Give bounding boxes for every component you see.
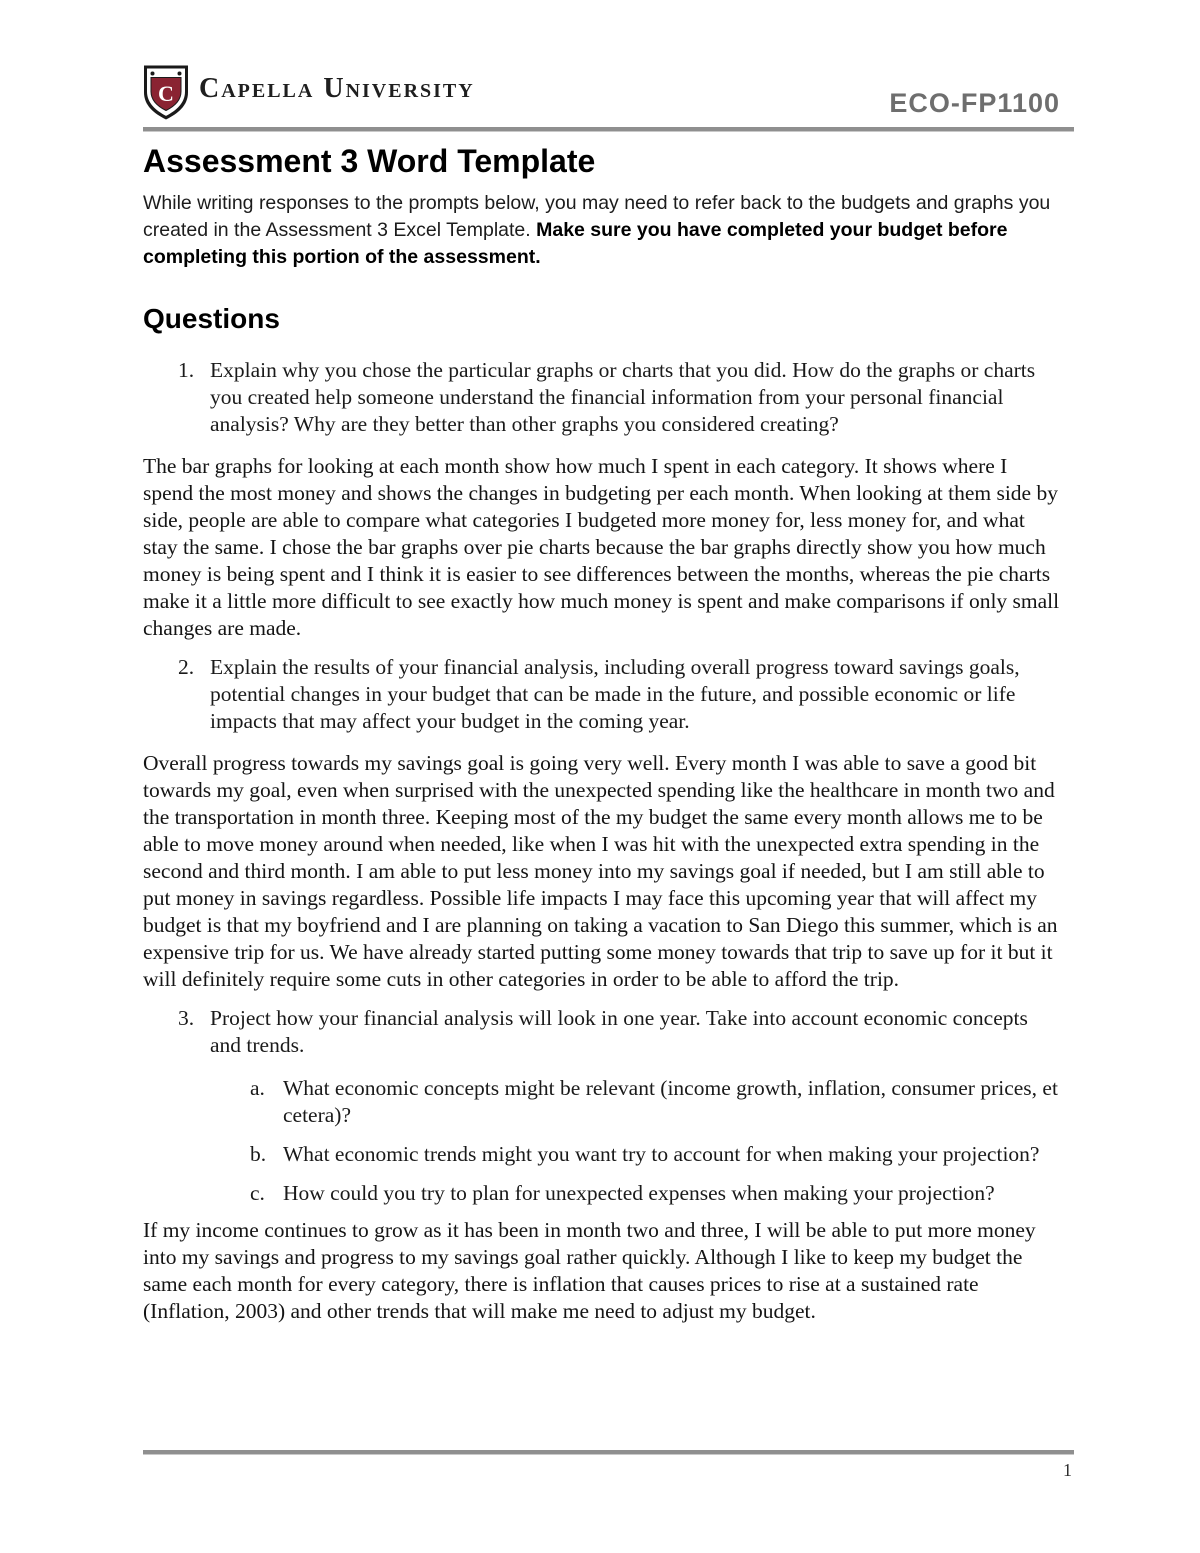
page-header bbox=[143, 64, 1060, 121]
subquestion-letter: c. bbox=[250, 1181, 265, 1205]
question-text: Project how your financial analysis will look in one year. Take into account economic concepts and trends. bbox=[210, 1006, 1028, 1057]
footer-rule bbox=[143, 1450, 1074, 1455]
question-item-2 bbox=[143, 654, 1060, 735]
page-footer bbox=[143, 1450, 1074, 1481]
subquestion-item-a bbox=[143, 1075, 1060, 1129]
question-number: 2. bbox=[178, 655, 195, 679]
shield-letter: C bbox=[158, 81, 174, 106]
question-text: Explain the results of your financial analysis, including overall progress toward savings goals, potential changes in your budget that can be made in the future, and possible economic or life impacts that may affect your budget in the coming year. bbox=[210, 655, 1020, 733]
capella-logo bbox=[143, 64, 475, 121]
answer-paragraph-3: If my income continues to grow as it has been in month two and three, I will be able to put more money into my savings and progress to my savings goal rather quickly. Although I like to keep my budget the same each month for every category, there is inflation that causes prices to rise at a sustained rate (Inflation, 2003) and other trends that will make me need to adjust my budget. bbox=[143, 1218, 1036, 1323]
question-number: 3. bbox=[178, 1006, 195, 1030]
subquestion-item-b bbox=[143, 1141, 1060, 1168]
subquestion-text: How could you try to plan for unexpected expenses when making your projection? bbox=[283, 1181, 995, 1205]
question-text: Explain why you chose the particular graphs or charts that you did. How do the graphs or charts you created help someone understand the financial information from your personal financial analysis? Why are they better than other graphs you considered creating? bbox=[210, 358, 1036, 436]
answer-paragraph-2: Overall progress towards my savings goal is going very well. Every month I was able to save a good bit towards my goal, even when surprised with the unexpected spending like the healthcare in month two and the transportation in month three. Keeping most of the my budget the same every month allows me to be able to move money around when needed, like when I was hit with the unexpected extra spending in the second and third month. I am able to put less money into my savings goal if needed, but I am still able to put money in savings regardless. Possible life impacts I may face this upcoming year that will affect my budget is that my boyfriend and I are planning on taking a vacation to San Diego this summer, which is an expensive trip for us. We have already started putting some money towards that trip to save up for it but it will definitely require some cuts in other categories in order to be able to afford the trip. bbox=[143, 751, 1058, 991]
intro-text-normal: While writing responses to the prompts below, you may need to refer back to the budgets and graphs you created in the Assessment 3 Excel Template. bbox=[143, 192, 1051, 241]
questions-heading: Questions bbox=[143, 303, 280, 334]
course-code: ECO-FP1100 bbox=[889, 88, 1060, 118]
intro-text-bold: Make sure you have completed your budget before completing this portion of the assessment. bbox=[143, 219, 1008, 268]
subquestion-item-c bbox=[143, 1180, 1060, 1207]
question-item-3 bbox=[143, 1005, 1060, 1059]
subquestion-letter: a. bbox=[250, 1076, 265, 1100]
page-number: 1 bbox=[1063, 1460, 1072, 1480]
subquestion-text: What economic concepts might be relevant (income growth, inflation, consumer prices, et cetera)? bbox=[283, 1076, 1058, 1127]
org-name: Capella University bbox=[199, 72, 475, 104]
question-number: 1. bbox=[178, 358, 195, 382]
subquestion-text: What economic trends might you want try to account for when making your projection? bbox=[283, 1142, 1040, 1166]
question-item-1 bbox=[143, 357, 1060, 438]
subquestion-letter: b. bbox=[250, 1142, 267, 1166]
intro-paragraph bbox=[143, 190, 1060, 271]
capella-shield-icon bbox=[143, 64, 189, 121]
document-title: Assessment 3 Word Template bbox=[143, 143, 596, 179]
answer-paragraph-1: The bar graphs for looking at each month show how much I spent in each category. It shows where I spend the most money and shows the changes in budgeting per each month. When looking at them side by side, people are able to compare what categories I budgeted more money for, less money for, and what stay the same. I chose the bar graphs over pie charts because the bar graphs directly show you how much money is being spent and I think it is easier to see differences between the months, whereas the pie charts make it a little more difficult to see exactly how much money is spent and make comparisons if only small changes are made. bbox=[143, 454, 1060, 640]
document-body bbox=[143, 131, 1060, 1325]
